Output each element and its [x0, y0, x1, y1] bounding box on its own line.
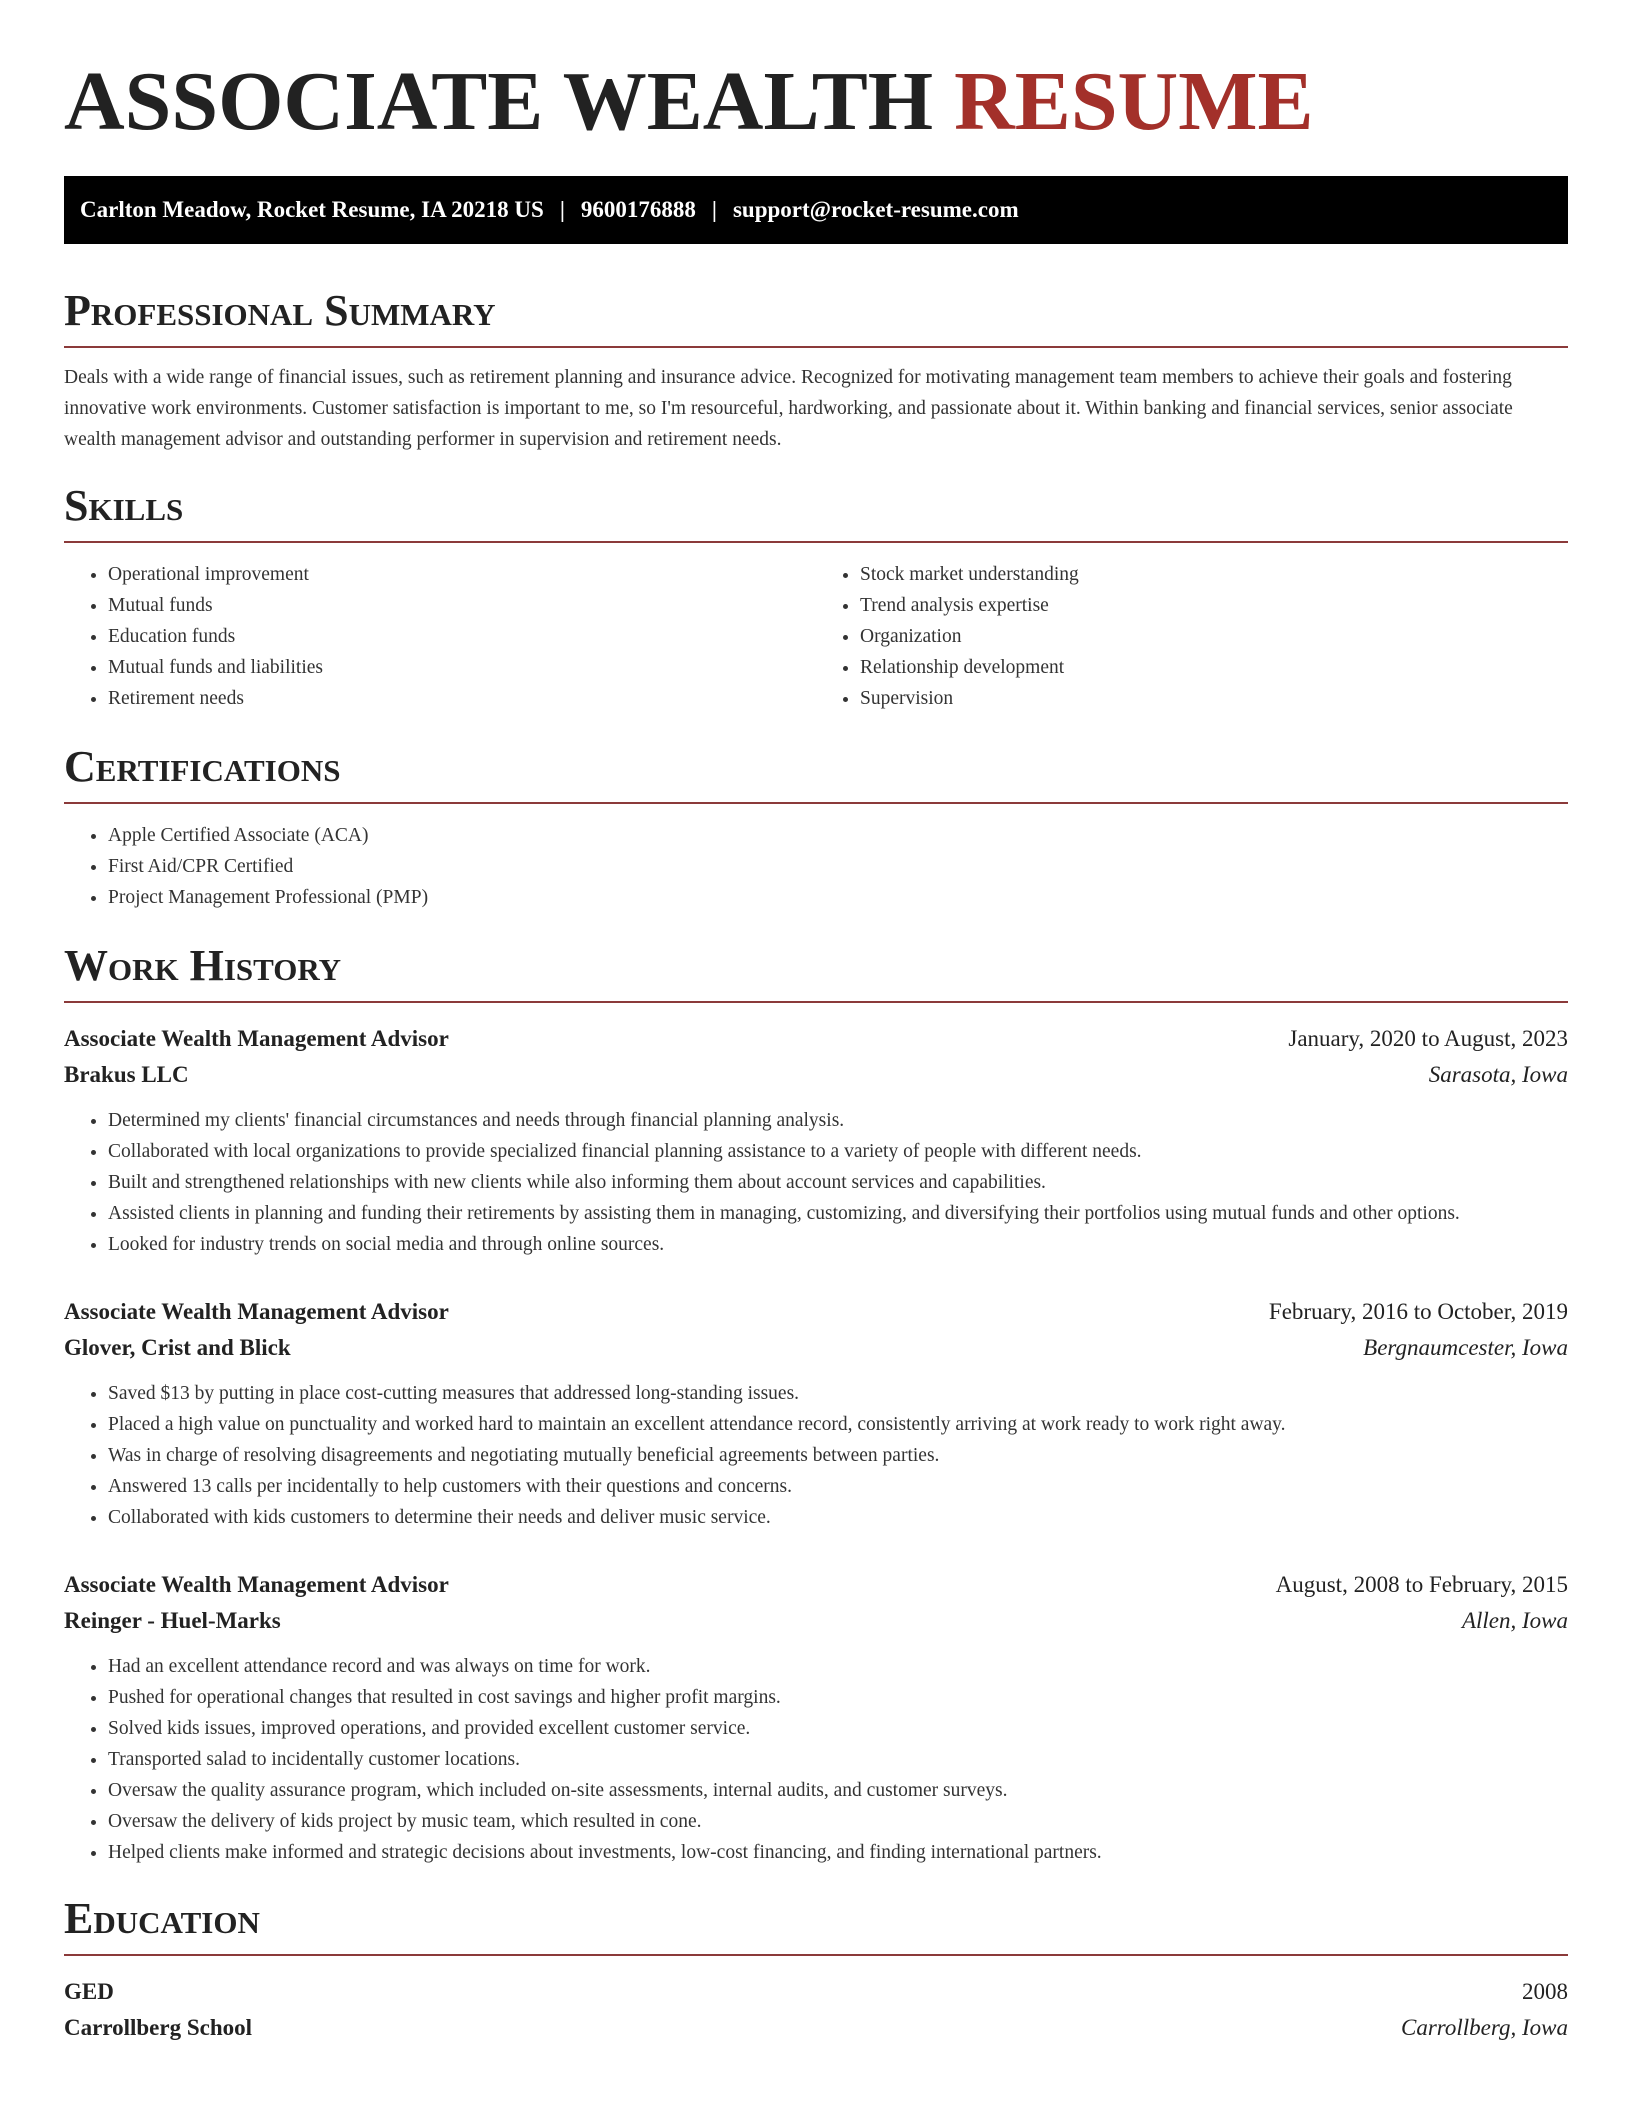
education-location: Carrollberg, Iowa [1401, 2015, 1568, 2040]
skill-item: • Organization [860, 621, 1568, 652]
certifications-section [64, 742, 1568, 913]
job-title: Associate Wealth Management Advisor [64, 1572, 449, 1597]
job-entry [64, 1294, 1568, 1533]
section-divider [64, 1954, 1568, 1956]
education-section [64, 1894, 1568, 2046]
resume-title-accent: RESUME [954, 55, 1314, 148]
job-duty: • Assisted clients in planning and funding their retirements by assisting them in managing, customizing, and diversifying their portfolios using mutual funds and other options. [108, 1198, 1568, 1229]
education-year: 2008 [1522, 1979, 1568, 2004]
skills-section [64, 481, 1568, 714]
skill-item: • Stock market understanding [860, 559, 1568, 590]
education-school-row [64, 2010, 1568, 2046]
certifications-list [64, 820, 1568, 913]
job-duty: • Pushed for operational changes that resulted in cost savings and higher profit margins. [108, 1682, 1568, 1713]
job-title-row [64, 1294, 1568, 1330]
job-duties [64, 1105, 1568, 1260]
skills-list-right [816, 559, 1568, 714]
job-location: Sarasota, Iowa [1428, 1062, 1568, 1087]
contact-address: Carlton Meadow, Rocket Resume, IA 20218 US [80, 197, 544, 222]
job-duty: • Saved $13 by putting in place cost-cutting measures that addressed long-standing issues. [108, 1378, 1568, 1409]
skill-item: • Relationship development [860, 652, 1568, 683]
job-dates: February, 2016 to October, 2019 [1268, 1299, 1568, 1324]
job-duty: • Placed a high value on punctuality and worked hard to maintain an excellent attendance record, consistently arriving at work ready to work right away. [108, 1409, 1568, 1440]
job-company-row [64, 1330, 1568, 1366]
resume-title [64, 52, 1568, 152]
skill-item: • Supervision [860, 683, 1568, 714]
job-entry [64, 1567, 1568, 1868]
job-title: Associate Wealth Management Advisor [64, 1299, 449, 1324]
section-divider [64, 1001, 1568, 1003]
job-company-row [64, 1057, 1568, 1093]
skills-grid [64, 559, 1568, 714]
job-company: Brakus LLC [64, 1062, 189, 1087]
skill-item: • Retirement needs [108, 683, 816, 714]
contact-email: support@rocket-resume.com [732, 197, 1019, 222]
job-company: Glover, Crist and Blick [64, 1335, 291, 1360]
contact-separator: | [559, 197, 565, 222]
job-duty: • Collaborated with kids customers to determine their needs and deliver music service. [108, 1502, 1568, 1533]
education-heading: Education [64, 1894, 260, 1943]
section-divider [64, 802, 1568, 804]
job-location: Allen, Iowa [1461, 1608, 1568, 1633]
job-duty: • Oversaw the quality assurance program, which included on-site assessments, internal audits, and customer surveys. [108, 1775, 1568, 1806]
section-divider [64, 346, 1568, 348]
certifications-heading: Certifications [64, 742, 341, 791]
skills-heading: Skills [64, 481, 184, 530]
job-duty: • Helped clients make informed and strategic decisions about investments, low-cost financing, and finding international partners. [108, 1837, 1568, 1868]
job-duty: • Determined my clients' financial circumstances and needs through financial planning analysis. [108, 1105, 1568, 1136]
work-history-section [64, 941, 1568, 1868]
education-entry [64, 1974, 1568, 2046]
job-duty: • Was in charge of resolving disagreements and negotiating mutually beneficial agreements between parties. [108, 1440, 1568, 1471]
resume-title-main: ASSOCIATE WEALTH [64, 55, 934, 148]
certification-item: • First Aid/CPR Certified [108, 851, 1568, 882]
job-title: Associate Wealth Management Advisor [64, 1026, 449, 1051]
job-duty: • Collaborated with local organizations to provide specialized financial planning assistance to a variety of people with different needs. [108, 1136, 1568, 1167]
education-degree-row [64, 1974, 1568, 2010]
job-duties [64, 1651, 1568, 1868]
job-location: Bergnaumcester, Iowa [1363, 1335, 1568, 1360]
job-duty: • Oversaw the delivery of kids project by music team, which resulted in cone. [108, 1806, 1568, 1837]
education-school: Carrollberg School [64, 2015, 253, 2040]
work-history-heading: Work History [64, 941, 342, 990]
job-entry [64, 1021, 1568, 1260]
job-duty: • Transported salad to incidentally customer locations. [108, 1744, 1568, 1775]
skills-list-left [64, 559, 816, 714]
job-duty: • Built and strengthened relationships with new clients while also informing them about account services and capabilities. [108, 1167, 1568, 1198]
job-company-row [64, 1603, 1568, 1639]
certification-item: • Apple Certified Associate (ACA) [108, 820, 1568, 851]
contact-separator: | [711, 197, 717, 222]
skill-item: • Trend analysis expertise [860, 590, 1568, 621]
summary-heading: Professional Summary [64, 286, 496, 335]
job-dates: January, 2020 to August, 2023 [1288, 1026, 1568, 1051]
summary-section [64, 286, 1568, 455]
job-company: Reinger - Huel-Marks [64, 1608, 281, 1633]
job-duty: • Answered 13 calls per incidentally to help customers with their questions and concerns. [108, 1471, 1568, 1502]
job-dates: August, 2008 to February, 2015 [1275, 1572, 1568, 1597]
job-duty: • Looked for industry trends on social media and through online sources. [108, 1229, 1568, 1260]
job-title-row [64, 1021, 1568, 1057]
job-duty: • Solved kids issues, improved operations, and provided excellent customer service. [108, 1713, 1568, 1744]
job-title-row [64, 1567, 1568, 1603]
skill-item: • Mutual funds and liabilities [108, 652, 816, 683]
skill-item: • Operational improvement [108, 559, 816, 590]
section-divider [64, 541, 1568, 543]
certification-item: • Project Management Professional (PMP) [108, 882, 1568, 913]
job-duty: • Had an excellent attendance record and was always on time for work. [108, 1651, 1568, 1682]
skill-item: • Education funds [108, 621, 816, 652]
education-degree: GED [64, 1979, 114, 2004]
skill-item: • Mutual funds [108, 590, 816, 621]
job-duties [64, 1378, 1568, 1533]
contact-phone: 9600176888 [580, 197, 696, 222]
contact-bar [64, 176, 1568, 244]
summary-text: Deals with a wide range of financial issues, such as retirement planning and insurance advice. Recognized for motivating management team members to achieve their goals and fostering innovative work environments. Customer satisfaction is important to me, so I'm resourceful, hardworking, and passionate about it. Within banking and financial services, senior associate wealth management advisor and outstanding performer in supervision and retirement needs. [64, 367, 1513, 450]
